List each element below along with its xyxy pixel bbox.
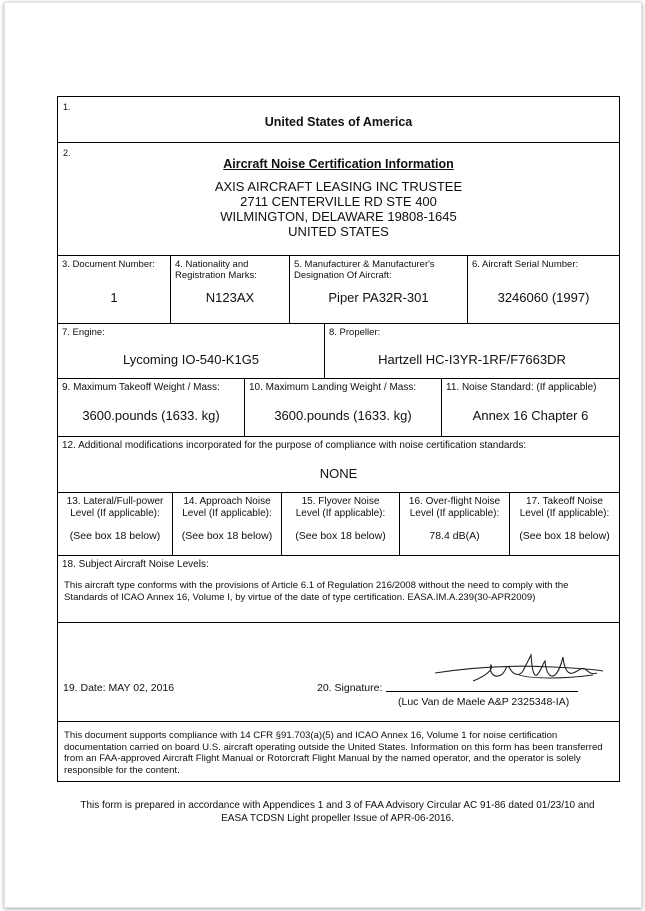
mlw-value: 3600.pounds (1633. kg)	[274, 408, 412, 423]
flyover-label-1: 15. Flyover Noise	[301, 496, 380, 507]
noise-standard-value: Annex 16 Chapter 6	[472, 408, 589, 423]
compliance-notice	[58, 722, 619, 781]
noise-certificate-form	[57, 96, 620, 782]
document-number-label: 3. Document Number:	[62, 259, 155, 270]
identification-row	[58, 256, 619, 324]
box-18-subject-noise-levels	[58, 556, 619, 623]
box-13-lateral-noise	[58, 493, 173, 555]
mtow-label: 9. Maximum Takeoff Weight / Mass:	[62, 382, 220, 393]
takeoff-label-1: 17. Takeoff Noise	[526, 496, 603, 507]
flyover-label-2: Level (If applicable):	[295, 507, 386, 519]
subject-noise-text: This aircraft type conforms with the provisions of Article 6.1 of Regulation 216/2008 without the need to comply with the Standards of ICAO Annex 16, Volume I, by virtue of the date of type certification. EASA.IM.A.239(30-APR2009)	[64, 580, 569, 603]
country-title: United States of America	[264, 115, 413, 129]
box-14-approach-noise	[173, 493, 282, 555]
overflight-label-2: Level (If applicable):	[409, 507, 500, 519]
approach-value: (See box 18 below)	[181, 530, 273, 542]
box-16-overflight-noise	[400, 493, 510, 555]
document-title: Aircraft Noise Certification Information	[223, 157, 454, 171]
serial-value: 3246060 (1997)	[497, 290, 590, 305]
box-5-manufacturer	[290, 256, 468, 323]
engine-label: 7. Engine:	[62, 327, 105, 338]
engine-value: Lycoming IO-540-K1G5	[122, 352, 260, 367]
footer-line-1: This form is prepared in accordance with Appendices 1 and 3 of FAA Advisory Circular AC 91-86 dated 01/23/10 and	[80, 800, 595, 811]
takeoff-label-2: Level (If applicable):	[519, 507, 610, 519]
manufacturer-label: 5. Manufacturer & Manufacturer's Designation Of Aircraft:	[294, 259, 435, 281]
propeller-label: 8. Propeller:	[329, 327, 381, 338]
owner-country: UNITED STATES	[288, 224, 389, 239]
date-signature-row	[58, 623, 619, 722]
box-9-max-takeoff-weight	[58, 379, 245, 436]
lateral-label-2: Level (If applicable):	[70, 507, 160, 519]
serial-label: 6. Aircraft Serial Number:	[472, 259, 579, 270]
document-number-value: 1	[110, 290, 118, 305]
subject-noise-label: 18. Subject Aircraft Noise Levels:	[62, 559, 209, 570]
date-field: 19. Date: MAY 02, 2016	[63, 682, 175, 694]
noise-levels-row	[58, 493, 619, 556]
box-6-serial-number	[468, 256, 619, 323]
compliance-notice-text: This document supports compliance with 14 CFR §91.703(a)(5) and ICAO Annex 16, Volume 1 for noise certification documentation carried on board U.S. aircraft operating outside the United States. Information on this form has been transferred from an FAA-approved Aircraft Flight Manual or Rotorcraft Flight Manual by the named operator, and the operator is solely responsible for the content.	[64, 730, 603, 776]
overflight-label-1: 16. Over-flight Noise	[408, 496, 501, 507]
signer-name: (Luc Van de Maele A&P 2325348-IA)	[398, 696, 570, 708]
approach-label-2: Level (If applicable):	[182, 507, 272, 519]
owner-city: WILMINGTON, DELAWARE 19808-1645	[220, 209, 457, 224]
form-footer	[57, 799, 618, 825]
box-1-country	[58, 97, 619, 143]
manufacturer-value: Piper PA32R-301	[328, 290, 429, 305]
registration-value: N123AX	[205, 290, 255, 305]
box-8-propeller	[325, 324, 619, 378]
registration-label: 4. Nationality and Registration Marks:	[175, 259, 257, 281]
box-17-takeoff-noise	[510, 493, 619, 555]
mtow-value: 3600.pounds (1633. kg)	[82, 408, 220, 423]
mlw-label: 10. Maximum Landing Weight / Mass:	[249, 382, 417, 393]
box-2-number: 2.	[63, 148, 71, 158]
box-12-modifications	[58, 437, 619, 493]
modifications-value: NONE	[319, 466, 358, 481]
flyover-value: (See box 18 below)	[295, 530, 386, 542]
owner-name: AXIS AIRCRAFT LEASING INC TRUSTEE	[214, 179, 463, 194]
owner-street: 2711 CENTERVILLE RD STE 400	[240, 194, 437, 209]
box-11-noise-standard	[442, 379, 619, 436]
footer-line-2: EASA TCDSN Light propeller Issue of APR-06-2016.	[221, 813, 454, 824]
box-1-number: 1.	[63, 102, 71, 112]
lateral-value: (See box 18 below)	[69, 530, 161, 542]
box-7-engine	[58, 324, 325, 378]
signature-label: 20. Signature:	[317, 682, 383, 694]
box-4-registration	[171, 256, 290, 323]
propeller-value: Hartzell HC-I3YR-1RF/F7663DR	[378, 352, 566, 367]
box-15-flyover-noise	[282, 493, 400, 555]
takeoff-value: (See box 18 below)	[519, 530, 610, 542]
box-3-document-number	[58, 256, 171, 323]
box-10-max-landing-weight	[245, 379, 442, 436]
approach-label-1: 14. Approach Noise	[183, 496, 271, 507]
noise-standard-label: 11. Noise Standard: (If applicable)	[446, 382, 597, 393]
weights-row	[58, 379, 619, 437]
handwritten-signature	[433, 645, 613, 695]
powerplant-row	[58, 324, 619, 379]
modifications-label: 12. Additional modifications incorporated for the purpose of compliance with noise certification standards:	[62, 440, 527, 451]
box-2-owner	[58, 143, 619, 256]
overflight-value: 78.4 dB(A)	[429, 530, 480, 542]
owner-address	[58, 171, 619, 249]
lateral-label-1: 13. Lateral/Full-power	[66, 496, 164, 507]
